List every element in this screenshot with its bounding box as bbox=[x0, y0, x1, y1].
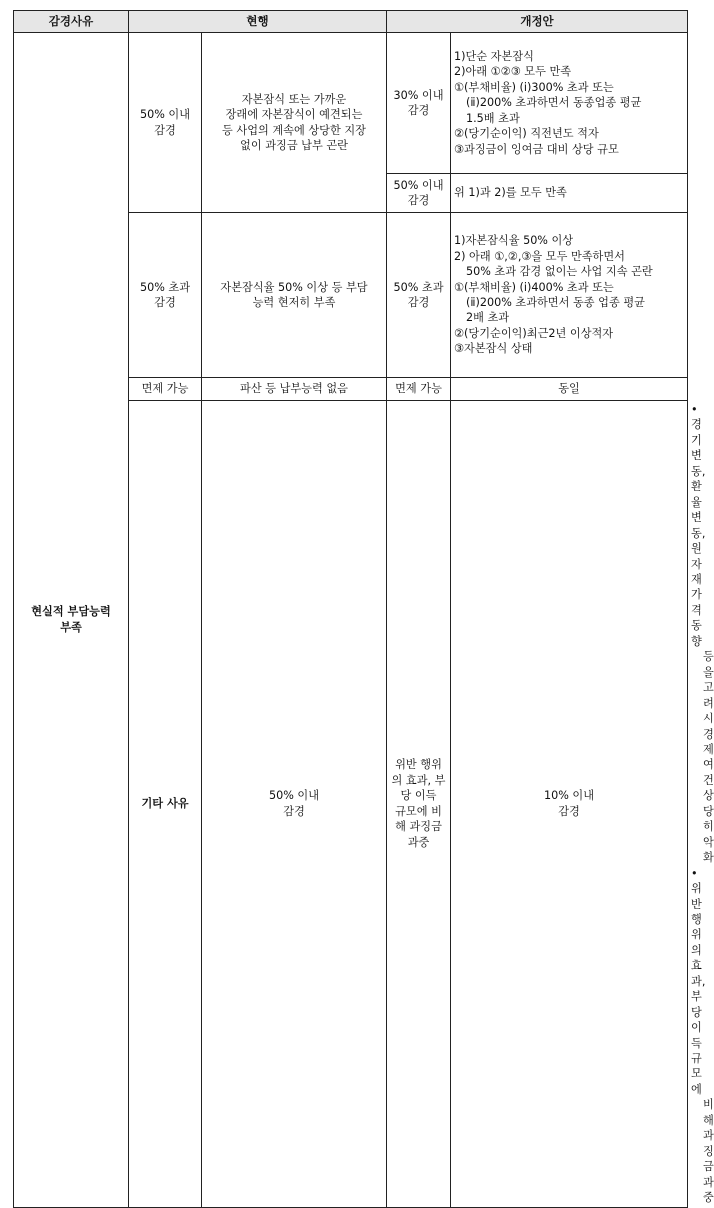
comparison-table bbox=[13, 10, 714, 1208]
header-current: 현행 bbox=[129, 11, 387, 33]
revised-desc-cell: 위 1)과 2)를 모두 만족 bbox=[451, 174, 688, 213]
section-label-capacity: 현실적 부담능력 부족 bbox=[14, 33, 129, 1208]
revised-rate-cell: 50% 이내 감경 bbox=[387, 174, 451, 213]
current-desc-cell: 자본잠식 또는 가까운 장래에 자본잠식이 예견되는 등 사업의 계속에 상당한 지장 없이 과징금 납부 곤란 bbox=[202, 33, 387, 213]
section-label-other: 기타 사유 bbox=[129, 401, 202, 1208]
current-rate-cell: 50% 이내 감경 bbox=[129, 33, 202, 213]
table-row: 기타 사유 50% 이내 감경 위반 행위의 효과, 부당 이득 규모에 비해 과징금 과중 10% 이내 감경 •경기변동, 환율변동, 원자재 가격 동향 등을 고려시 경제여건 상당히 악화 •위반행위의 효과, 부당이득 규모에 비해 과징금 과중 bbox=[14, 401, 688, 1208]
table-row bbox=[14, 33, 688, 174]
revised-rate-cell: 10% 이내 감경 bbox=[451, 401, 688, 1208]
header-revised: 개정안 bbox=[387, 11, 688, 33]
revised-rate-cell: 면제 가능 bbox=[387, 378, 451, 401]
header-reason: 감경사유 bbox=[14, 11, 129, 33]
current-desc-cell: 파산 등 납부능력 없음 bbox=[202, 378, 387, 401]
revised-desc-cell: 동일 bbox=[451, 378, 688, 401]
revised-desc-cell: 1)자본잠식율 50% 이상 2) 아래 ①,②,③을 모두 만족하면서 50% 초과 감경 없이는 사업 지속 곤란 ①(부채비율) (ⅰ)400% 초과 또는 (ⅱ)200% 초과하면서 동종 업종 평균 2배 초과 ②(당기순이익)최근2년 이상적자 ③자본잠식 상태 bbox=[451, 213, 688, 378]
revised-rate-cell: 30% 이내 감경 bbox=[387, 33, 451, 174]
current-rate-cell: 50% 초과 감경 bbox=[129, 213, 202, 378]
current-desc-cell: 위반 행위의 효과, 부당 이득 규모에 비해 과징금 과중 bbox=[387, 401, 451, 1208]
current-rate-cell: 50% 이내 감경 bbox=[202, 401, 387, 1208]
revised-desc-cell: 1)단순 자본잠식 2)아래 ①②③ 모두 만족 ①(부채비율) (ⅰ)300% 초과 또는 (ⅱ)200% 초과하면서 동종업종 평균 1.5배 초과 ②(당기순이익) 직전년도 적자 ③과징금이 잉여금 대비 상당 규모 bbox=[451, 33, 688, 174]
current-rate-cell: 면제 가능 bbox=[129, 378, 202, 401]
revised-rate-cell: 50% 초과 감경 bbox=[387, 213, 451, 378]
current-desc-cell: 자본잠식율 50% 이상 등 부담 능력 현저히 부족 bbox=[202, 213, 387, 378]
header-row bbox=[14, 11, 688, 33]
